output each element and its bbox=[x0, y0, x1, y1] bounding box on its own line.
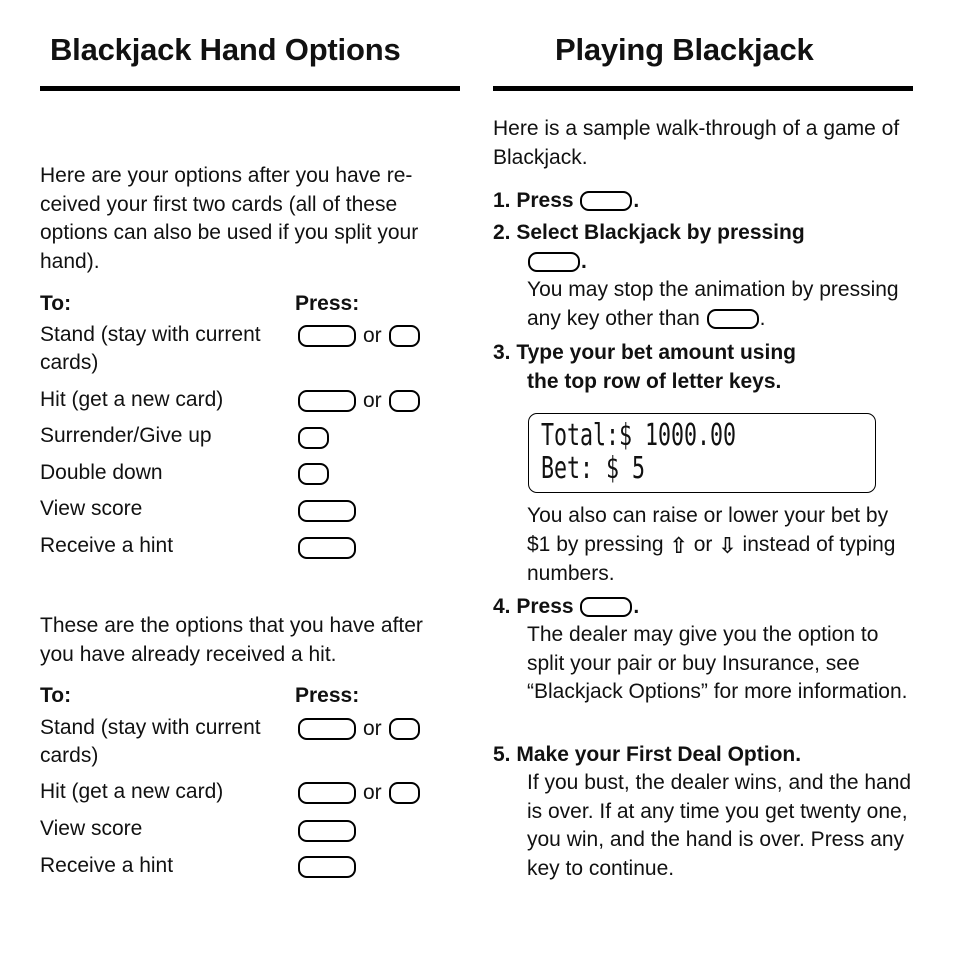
key-icon bbox=[389, 325, 420, 347]
step-2: 2. Select Blackjack by pressing . You may stop the animation by pressing any key other than . bbox=[493, 218, 913, 333]
left-heading: Blackjack Hand Options bbox=[50, 32, 401, 67]
or-text: or bbox=[363, 324, 382, 347]
table2-row-keys bbox=[298, 856, 356, 878]
step-3-title-a: 3. Type your bet amount using bbox=[493, 341, 796, 364]
key-icon bbox=[298, 390, 356, 412]
key-icon bbox=[298, 856, 356, 878]
key-icon bbox=[389, 782, 420, 804]
right-intro: Here is a sample walk-through of a game of Blackjack. bbox=[493, 117, 900, 169]
step-2-body: You may stop the animation by pressing any key other than bbox=[527, 278, 899, 330]
or-text: or bbox=[363, 389, 382, 412]
step-3-body bbox=[493, 502, 913, 589]
lcd-total: Total:$ 1000.00 bbox=[541, 418, 737, 453]
left-intro-1: Here are your options after you have received your first two cards (all of these options can also be used if you split your hand). bbox=[40, 164, 419, 273]
table2-row-label: Hit (get a new card) bbox=[40, 780, 224, 803]
down-arrow-icon: ⇩ bbox=[718, 532, 737, 558]
step-5-body: If you bust, the dealer wins, and the hand is over. If at any time you get twenty one, you win, and the hand is over. Press any key to continue. bbox=[527, 771, 912, 880]
key-icon bbox=[389, 390, 420, 412]
key-icon bbox=[298, 463, 329, 485]
key-icon bbox=[298, 500, 356, 522]
or-text: or bbox=[363, 781, 382, 804]
table2-col-to: To: bbox=[40, 684, 72, 707]
key-icon bbox=[298, 718, 356, 740]
table1-col-to: To: bbox=[40, 292, 72, 315]
step-3-title-b: the top row of letter keys. bbox=[527, 370, 782, 393]
table1-row-label: Surrender/Give up bbox=[40, 424, 212, 447]
step-3-body-a: You also can raise or lower your bet by $1 by pressing bbox=[527, 504, 889, 556]
table2-row-keys bbox=[298, 782, 420, 804]
right-heading: Playing Blackjack bbox=[555, 32, 814, 67]
table1-row-label: Double down bbox=[40, 461, 163, 484]
step-5-title: 5. Make your First Deal Option. bbox=[493, 743, 802, 766]
table1-row-label: Hit (get a new card) bbox=[40, 388, 224, 411]
table2-row-keys bbox=[298, 820, 356, 842]
table1-row-keys bbox=[298, 390, 420, 412]
step-4-body: The dealer may give you the option to split your pair or buy Insurance, see “Blackjack Options” for more information. bbox=[527, 623, 908, 703]
key-icon bbox=[298, 325, 356, 347]
key-icon bbox=[580, 597, 632, 617]
key-icon bbox=[298, 820, 356, 842]
step-4: 4. Press . The dealer may give you the option to split your pair or buy Insurance, see “Blackjack Options” for more information. bbox=[493, 592, 913, 707]
table1-col-press: Press: bbox=[295, 292, 360, 315]
key-icon bbox=[389, 718, 420, 740]
key-icon bbox=[298, 537, 356, 559]
table2-row-label: View score bbox=[40, 817, 143, 840]
table1-row-keys bbox=[298, 325, 420, 347]
step-3-body-or: or bbox=[693, 532, 713, 556]
lcd-bet: Bet: $ 5 bbox=[541, 451, 646, 486]
step-4-title: 4. Press bbox=[493, 595, 574, 618]
step-1: 1. Press . bbox=[493, 189, 640, 212]
table2-row-keys bbox=[298, 718, 420, 740]
key-icon bbox=[707, 309, 759, 329]
step-5 bbox=[493, 740, 913, 883]
lcd-display bbox=[528, 413, 876, 493]
table1-row-label: View score bbox=[40, 497, 143, 520]
step-1-title: 1. Press bbox=[493, 189, 574, 212]
left-heading-rule bbox=[40, 86, 460, 91]
key-icon bbox=[298, 782, 356, 804]
table1-row-keys bbox=[298, 463, 329, 485]
step-3 bbox=[493, 338, 913, 396]
key-icon bbox=[528, 252, 580, 272]
table2-col-press: Press: bbox=[295, 684, 360, 707]
table2-row-label: Stand (stay with current cards) bbox=[40, 716, 261, 767]
table1-row-keys bbox=[298, 427, 329, 449]
or-text: or bbox=[363, 717, 382, 740]
table1-row-keys bbox=[298, 537, 356, 559]
table2-row-label: Receive a hint bbox=[40, 854, 174, 877]
up-arrow-icon: ⇧ bbox=[669, 532, 688, 558]
step-2-title: 2. Select Blackjack by pressing bbox=[493, 221, 805, 244]
table1-row-label: Receive a hint bbox=[40, 534, 174, 557]
key-icon bbox=[298, 427, 329, 449]
step-3-body-b: instead of typing numbers. bbox=[527, 532, 896, 585]
table1-row-label: Stand (stay with current cards) bbox=[40, 323, 261, 374]
right-heading-rule bbox=[493, 86, 913, 91]
key-icon bbox=[580, 191, 632, 211]
table1-row-keys bbox=[298, 500, 356, 522]
left-intro-2: These are the options that you have after you have already received a hit. bbox=[40, 614, 423, 666]
